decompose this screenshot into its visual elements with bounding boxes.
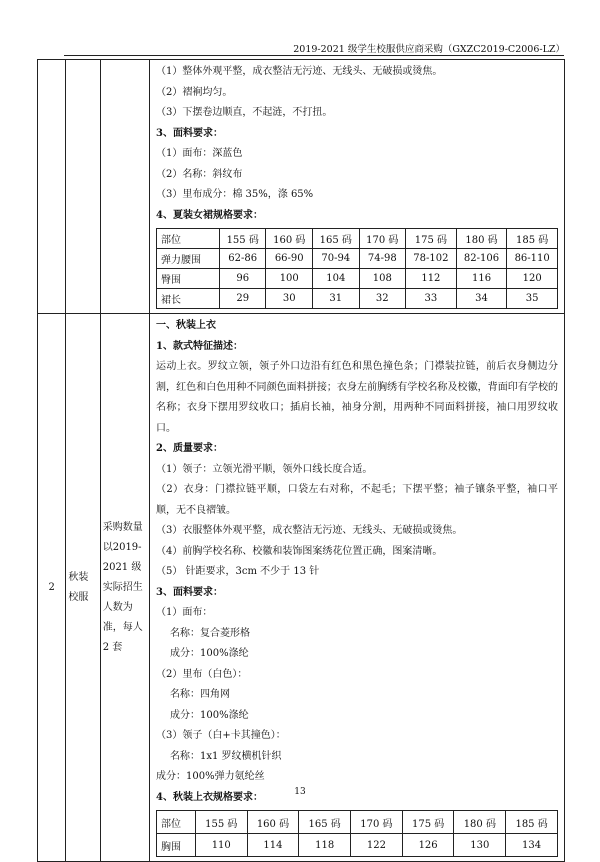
table-row	[157, 269, 558, 289]
row1-content	[150, 60, 565, 314]
table-cell: 臀围	[157, 269, 220, 289]
table-cell: 170 码	[359, 229, 406, 249]
fabric-line: （1）面布：深蓝色	[156, 148, 243, 159]
table-cell: 112	[406, 269, 457, 289]
page-header: 2019-2021 级学生校服供应商采购（GXZC2019-C2006-LZ）	[293, 44, 565, 55]
table-cell: 裙长	[157, 289, 220, 309]
fabric-line: 成分：100%涤纶	[170, 709, 249, 721]
table-cell: 114	[247, 834, 299, 857]
skirt-size-table	[156, 228, 558, 309]
item-quantity: 采购数量以2019-2021 级实际招生人数为准，每人2 套	[100, 314, 149, 862]
table-cell: 部位	[157, 229, 220, 249]
table-cell: 66-90	[266, 249, 313, 269]
table-row	[38, 314, 565, 862]
row1-qty-cell	[100, 60, 149, 314]
table-cell: 175 码	[402, 811, 454, 834]
quality-line: （1）领子：立领光滑平顺，领外口线长度合适。	[156, 463, 373, 475]
table-cell: 74-98	[359, 249, 406, 269]
table-cell: 185 码	[506, 811, 558, 834]
table-cell: 32	[359, 289, 406, 309]
table-cell: 130	[454, 834, 506, 857]
table-cell: 34	[456, 289, 507, 309]
table-cell: 78-102	[406, 249, 457, 269]
quality-line: （4）前胸学校名称、校徽和装饰图案绣花位置正确，图案清晰。	[156, 545, 443, 557]
jacket-size-table	[156, 810, 558, 857]
table-cell: 82-106	[456, 249, 507, 269]
fabric-line: 名称：复合菱形格	[170, 627, 250, 639]
table-cell: 118	[299, 834, 351, 857]
quality-line: （5） 针距要求，3cm 不少于 13 针	[156, 566, 320, 577]
table-cell: 110	[195, 834, 247, 857]
fabric-line: 名称：四角网	[170, 689, 230, 700]
section-heading: 4、夏装女裙规格要求：	[156, 209, 263, 221]
table-row	[38, 60, 565, 314]
table-cell: 155 码	[219, 229, 266, 249]
table-cell: 胸围	[157, 834, 196, 857]
quality-line: （1）整体外观平整，成衣整洁无污迹、无线头、无破损或烫焦。	[156, 66, 443, 77]
page-number: 13	[294, 787, 306, 797]
item-number: 2	[38, 314, 66, 862]
table-cell: 31	[313, 289, 360, 309]
section-heading: 1、款式特征描述：	[156, 340, 243, 352]
table-row	[157, 811, 558, 834]
table-row	[157, 229, 558, 249]
fabric-label: （2）里布（白色）：	[156, 668, 248, 680]
table-cell: 185 码	[507, 229, 558, 249]
section-heading: 3、面料要求：	[156, 586, 223, 598]
style-description: 运动上衣。罗纹立领，领子外口边沿有红色和黑色撞色条；门襟装拉链，前后衣身侧边分割，红色和白色用种不同颜色面料拼接；衣身左前胸绣有学校名称及校徽，背面印有学校的名称；衣身下摆用罗纹收口；插肩长袖，袖身分割，用两种不同面料拼接，袖口用罗纹收口。	[156, 361, 558, 434]
table-cell: 116	[456, 269, 507, 289]
table-cell: 70-94	[313, 249, 360, 269]
row1-no-cell	[38, 60, 66, 314]
table-cell: 126	[402, 834, 454, 857]
table-cell: 部位	[157, 811, 196, 834]
table-cell: 33	[406, 289, 457, 309]
requirements-table	[37, 59, 565, 862]
table-cell: 180 码	[456, 229, 507, 249]
table-cell: 160 码	[247, 811, 299, 834]
table-cell: 165 码	[313, 229, 360, 249]
quality-line: （2）衣身：门襟拉链平顺，口袋左右对称，不起毛；下摆平整；袖子镶条平整，袖口平顺，无不良褶皱。	[156, 484, 558, 516]
table-cell: 108	[359, 269, 406, 289]
section-heading: 4、秋装上衣规格要求：	[156, 791, 263, 803]
table-row	[157, 834, 558, 857]
table-cell: 180 码	[454, 811, 506, 834]
table-cell: 122	[351, 834, 403, 857]
fabric-line: 成分：100%涤纶	[170, 648, 249, 659]
table-cell: 62-86	[219, 249, 266, 269]
table-cell: 29	[219, 289, 266, 309]
fabric-line: 成分：100%弹力氨纶丝	[156, 771, 265, 782]
row2-content	[150, 314, 565, 862]
table-cell: 134	[506, 834, 558, 857]
item-name: 秋装校服	[66, 314, 100, 862]
table-cell: 155 码	[195, 811, 247, 834]
table-cell: 104	[313, 269, 360, 289]
table-cell: 30	[266, 289, 313, 309]
quality-line: （3）下摆卷边顺直，不起涟，不打扭。	[156, 107, 333, 118]
section-heading: 2、质量要求：	[156, 443, 223, 454]
table-cell: 86-110	[507, 249, 558, 269]
table-row	[157, 289, 558, 309]
table-cell: 170 码	[351, 811, 403, 834]
row1-name-cell	[66, 60, 100, 314]
table-cell: 165 码	[299, 811, 351, 834]
table-cell: 弹力腰围	[157, 249, 220, 269]
section-heading: 3、面料要求：	[156, 127, 223, 139]
table-row	[157, 249, 558, 269]
table-cell: 175 码	[406, 229, 457, 249]
fabric-line: （3）里布成分：棉 35%，涤 65%	[156, 189, 314, 200]
header-rule	[64, 55, 564, 56]
table-cell: 35	[507, 289, 558, 309]
table-cell: 96	[219, 269, 266, 289]
fabric-label: （1）面布：	[156, 607, 213, 618]
table-cell: 120	[507, 269, 558, 289]
quality-line: （2）褶裥均匀。	[156, 86, 233, 98]
section-title: 一、秋装上衣	[156, 320, 216, 331]
quality-line: （3）衣服整体外观平整，成衣整洁无污迹、无线头、无破损或烫焦。	[156, 525, 463, 536]
table-cell: 160 码	[266, 229, 313, 249]
table-cell: 100	[266, 269, 313, 289]
fabric-line: （2）名称：斜纹布	[156, 168, 243, 180]
fabric-line: 名称：1x1 罗纹横机针织	[170, 750, 282, 762]
fabric-label: （3）领子（白+卡其撞色）：	[156, 730, 286, 741]
